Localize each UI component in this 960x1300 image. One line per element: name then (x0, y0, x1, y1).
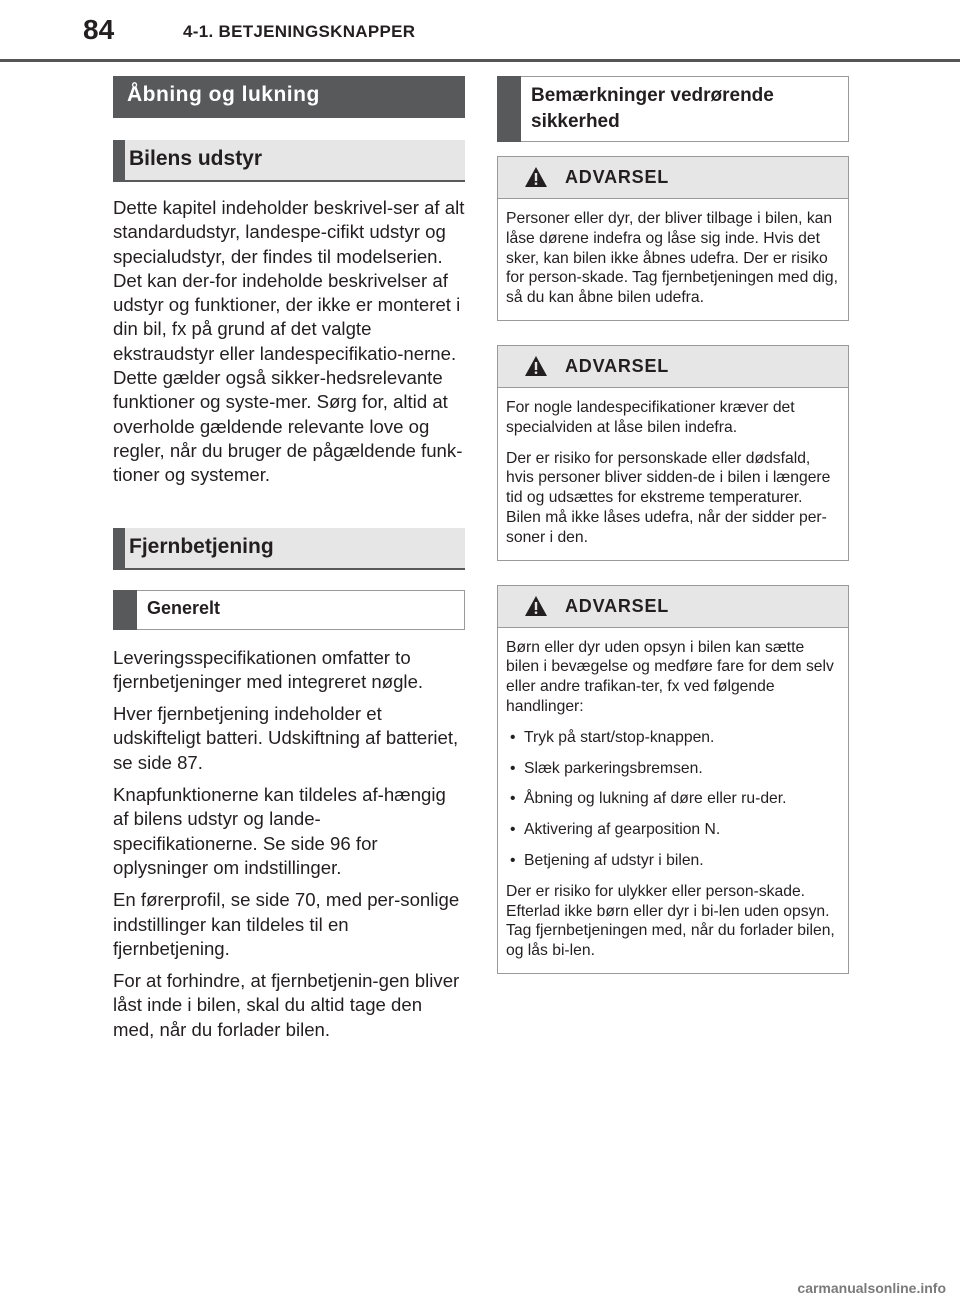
section-title: Åbning og lukning (113, 76, 465, 118)
bullet-item: • Slæk parkeringsbremsen. (506, 759, 840, 779)
safety-heading: Bemærkninger vedrørende sikkerhed (497, 76, 849, 142)
warning-body (498, 628, 848, 973)
warning-text: Personer eller dyr, der bliver tilbage i bilen, kan låse dørene indefra og låse sig inde. Hvis det sker, kan bilen ikke åbnes udefra. Der er risiko for person-skade. Tag fjernbetjeningen med dig, så du kan åbne bilen udefra. (506, 210, 838, 307)
page-number: 84 (83, 14, 115, 45)
watermark[interactable]: carmanualsonline.info (797, 1280, 946, 1296)
warning-text: Der er risiko for personskade eller dødsfald, hvis personer bliver sidden-de i bilen i længere tid og udsættes for ekstreme temperaturer. Bilen må ikke låses udefra, når der sidder per-soner i den. (506, 449, 831, 546)
warning-text: For nogle landespecifikationer kræver det specialviden at låse bilen indefra. (506, 398, 795, 436)
bullet-item: • Aktivering af gearposition N. (506, 820, 840, 840)
subsection-title-remote: Fjernbetjening (113, 528, 465, 570)
warning-body (498, 199, 848, 320)
remote-paragraphs (113, 646, 465, 1042)
heading-general: Generelt (113, 590, 465, 630)
warning-triangle-icon (524, 355, 548, 377)
subsection-title-equipment: Bilens udstyr (113, 140, 465, 182)
warning-header (498, 346, 848, 388)
chapter-title: 4-1. BETJENINGSKNAPPER (183, 22, 416, 41)
paragraph: En førerprofil, se side 70, med per-sonlige indstillinger kan tildeles til en fjernbetjening. (113, 889, 460, 959)
paragraph: For at forhindre, at fjernbetjenin-gen bliver låst inde i bilen, skal du altid tage den med, når du forlader bilen. (113, 970, 460, 1040)
bullet-item: • Betjening af udstyr i bilen. (506, 851, 840, 871)
warning-box-3 (497, 585, 849, 974)
bullet-item: • Åbning og lukning af døre eller ru-der. (506, 789, 840, 809)
warning-body (498, 388, 848, 560)
warning-title: ADVARSEL (565, 355, 670, 376)
equipment-paragraph: Dette kapitel indeholder beskrivel-ser af alt standardudstyr, landespe-cifikt udstyr og specialudstyr, der findes til modelserien. Det kan der-for indeholde beskrivelser af udstyr og funktioner, der ikke er monteret i din bil, fx på grund af det valgte ekstraudstyr eller landespecifikatio-nerne. Dette gælder også sikker-hedsrelevante funktioner og syste-mer. Sørg for, altid at overholde gældende relevante love og regler, når du bruger de pågældende funk-tioner og systemer. (113, 197, 465, 486)
page-header (0, 0, 960, 62)
bullet-item: • Tryk på start/stop-knappen. (506, 728, 840, 748)
header-divider (0, 59, 960, 62)
warning-header (498, 586, 848, 628)
paragraph: Leveringsspecifikationen omfatter to fjernbetjeninger med integreret nøgle. (113, 646, 424, 692)
warning-header (498, 157, 848, 199)
warning-title: ADVARSEL (565, 595, 670, 616)
left-column (113, 76, 465, 1042)
warning-triangle-icon (524, 595, 548, 617)
paragraph: Knapfunktionerne kan tildeles af-hængig af bilens udstyr og lande-specifikationerne. Se side 96 for oplysninger om indstillinger. (113, 784, 446, 878)
warning-title: ADVARSEL (565, 167, 670, 187)
warning-box-2 (497, 345, 849, 561)
warning-triangle-icon (524, 166, 548, 188)
warning-box-1 (497, 156, 849, 321)
warning-text: Der er risiko for ulykker eller person-skade. Efterlad ikke børn eller dyr i bi-len uden opsyn. Tag fjernbetjeningen med, når du forlader bilen, og lås bi-len. (506, 882, 835, 960)
paragraph: Hver fjernbetjening indeholder et udskifteligt batteri. Udskiftning af batteriet, se side 87. (113, 703, 459, 773)
right-column (497, 76, 849, 974)
warning-text: Børn eller dyr uden opsyn i bilen kan sætte bilen i bevægelse og medføre fare for dem selv eller andre trafikan-ter, fx ved følgende handlinger: (506, 638, 834, 715)
